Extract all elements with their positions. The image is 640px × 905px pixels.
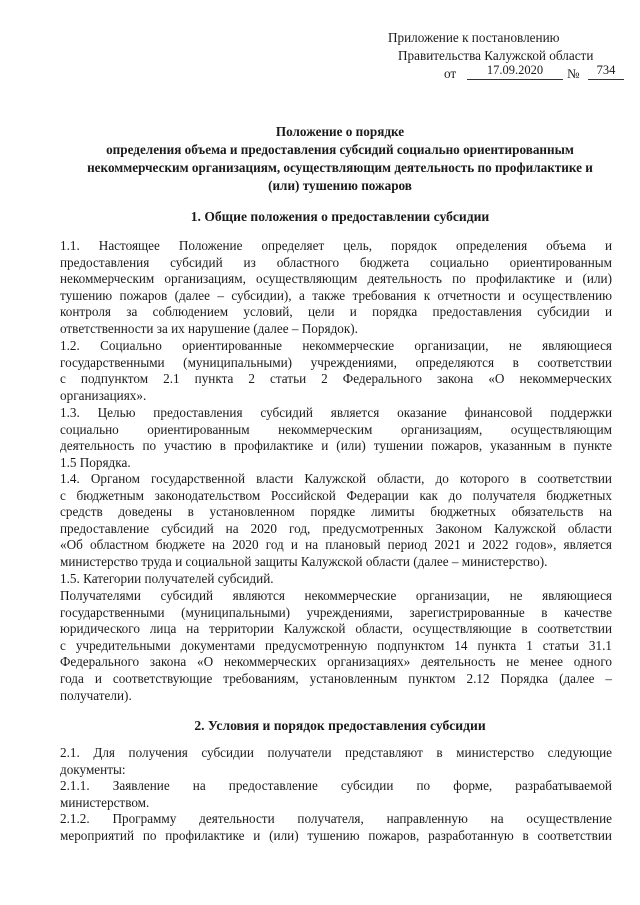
text-line: тушению пожаров (далее – субсидии), а также требования к отчетности и осуществлению [60, 287, 612, 303]
text-line: ответственности за их нарушение (далее – Порядок). [60, 320, 358, 336]
section-2-heading: 2. Условия и порядок предоставления субсидии [194, 718, 486, 733]
text-line: 2.1.2. Программу деятельности получателя, направленную на осуществление [60, 811, 612, 826]
resolution-number: 734 [588, 61, 624, 80]
text-line: социально ориентированным некоммерческим организациям, осуществляющим [60, 421, 612, 437]
text-line: «Об областном бюджете на 2020 год и на плановый период 2021 и 2022 годов», является [60, 537, 612, 553]
text-line: 1.2. Социально ориентированные некоммерческие организации, не являющиеся [60, 338, 612, 353]
title-line-2: определения объема и предоставления субсидий социально ориентированным [106, 142, 574, 157]
text-line: предоставление субсидий на 2020 год, предусмотренных Законом Калужской области [60, 520, 612, 536]
paragraph-1-2 [60, 338, 612, 404]
text-line: Федерального закона «О некоммерческих организациях» деятельность не менее одного [60, 654, 612, 670]
paragraph-1-5-recipients [60, 588, 612, 704]
text-line: министерство труда и социальной защиты Калужской области (далее – министерство). [60, 553, 548, 569]
text-line: с бюджетным законодательством Российской Федерации как до получателя бюджетных [60, 487, 612, 503]
text-line: государственными (муниципальными) учреждениями, зарегистрированные в качестве [60, 604, 612, 620]
text-line: юридического лица на территории Калужской области, осуществляющие в соответствии [60, 621, 612, 637]
text-line: контроля за соблюдением условий, цели и порядка предоставления субсидии и [60, 304, 612, 320]
text-line: года и соответствующие требованиям, установленным пунктом 2.12 Порядка (далее – [60, 670, 612, 686]
document-title [60, 123, 620, 195]
text-line: Получателями субсидий являются некоммерческие организации, не являющиеся [60, 588, 612, 603]
title-line-4: (или) тушению пожаров [268, 178, 412, 193]
text-line: предоставления субсидий из областного бюджета социально ориентированным [60, 254, 612, 270]
header-line-2: Правительства Калужской области [398, 48, 594, 63]
text-line: государственными (муниципальными) учреждениями, определяются в соответствии [60, 354, 612, 370]
text-line: 2.1. Для получения субсидии получатели представляют в министерство следующие [60, 745, 612, 760]
text-line: 1.4. Органом государственной власти Калужской области, до которого в соответствии [60, 471, 612, 486]
paragraph-2-1-1 [60, 778, 612, 811]
number-sign: № [567, 66, 580, 81]
paragraph-1-5 [60, 571, 612, 588]
title-line-3: некоммерческим организациям, осуществляющим деятельность по профилактике и [87, 160, 593, 175]
paragraph-2-1 [60, 745, 612, 778]
text-line: 1.3. Целью предоставления субсидий является оказание финансовой поддержки [60, 405, 612, 420]
text-line: 1.5 Порядка. [60, 454, 131, 470]
title-line-1: Положение о порядке [275, 124, 405, 139]
resolution-date: 17.09.2020 [467, 61, 563, 80]
header-line-1: Приложение к постановлению [388, 30, 560, 45]
paragraph-2-1-2 [60, 811, 612, 844]
text-line: 2.1.1. Заявление на предоставление субсидии по форме, разрабатываемой [60, 778, 612, 793]
text-line: деятельность по участию в профилактике и (или) тушении пожаров, указанным в пункте [60, 438, 612, 454]
paragraph-1-3 [60, 405, 612, 471]
text-line: 1.5. Категории получателей субсидий. [60, 571, 274, 586]
text-line: документы: [60, 761, 126, 777]
section-1-heading: 1. Общие положения о предоставлении субсидии [190, 209, 490, 224]
text-line: мероприятий по профилактике и (или) тушению пожаров, разработанную в соответствии [60, 827, 612, 843]
date-prefix: от [444, 66, 457, 81]
paragraph-1-1 [60, 238, 612, 338]
text-line: организациях». [60, 387, 147, 403]
text-line: 1.1. Настоящее Положение определяет цель, порядок определения объема и [60, 238, 612, 253]
paragraph-1-4 [60, 471, 612, 571]
text-line: получатели). [60, 687, 132, 703]
text-line: с подпунктом 2.1 пункта 2 статьи 2 Федерального закона «О некоммерческих [60, 371, 612, 387]
text-line: некоммерческим организациям, осуществляющим деятельность по профилактике и (или) [60, 271, 612, 287]
text-line: министерством. [60, 794, 150, 810]
text-line: средств доведены в установленном порядке лимиты бюджетных обязательств на [60, 504, 612, 520]
text-line: с учредительными документами предусмотренную подпунктом 14 пункта 1 статьи 31.1 [60, 637, 612, 653]
